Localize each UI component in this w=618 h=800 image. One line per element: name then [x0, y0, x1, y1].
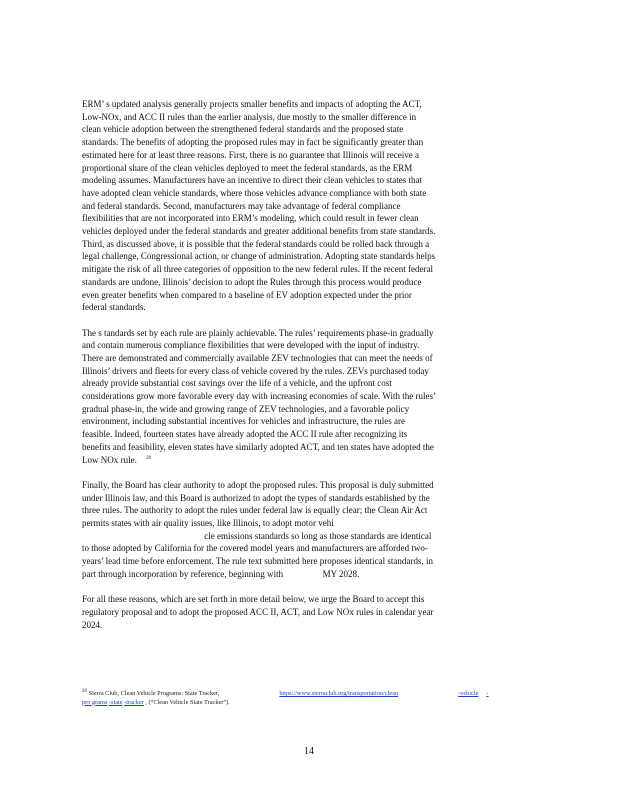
paragraph-erm-analysis: ERM’ s updated analysis generally projects smaller benefits and impacts of adopting the ACT, Low-NOx, and ACC II rules than the earlier analysis, due mostly to the smaller difference in clean vehicle adoption between the strengthened federal standards and the proposed state standards. The benefits of adopting the proposed rules may in fact be significantly greater than estimated here for at least three reasons. First, there is no guarantee that Illinois will receive a proportional share of the clean vehicles deployed to meet the federal standards, as the ERM modeling assumes. Manufacturers have an incentive to direct their clean vehicles to states that have adopted clean vehicle standards, where those vehicles advance compliance with both state and federal standards. Second, manufacturers may take advantage of federal compliance flexibilities that are not incorporated into ERM’s modeling, which could result in fewer clean vehicles deployed under the federal standards and greater additional benefits from state standards. Third, as discussed above, it is possible that the federal standards could be rolled back through a legal challenge, Congressional action, or change of administration. Adopting state standards helps mitigate the risk of all three categories of opposition to the new federal rules. If the recent federal standards are undone, Illinois’ decision to adopt the Rules through this process would produce even greater benefits when compared to a baseline of EV adoption expected under the prior federal standards.: [82, 99, 436, 314]
footnote-link-part[interactable]: -state: [108, 698, 123, 706]
footnote-reference[interactable]: 20: [146, 455, 151, 461]
footnote-suffix: , (“Clean Vehicle State Tracker”).: [145, 698, 230, 706]
paragraph-authority-continued: emissions standards so long as those standards are identical to those adopted by California for the covered model years and manufacturers are afforded two-years’ lead time before enforcement. The rule text submitted here proposes identical standards, in part through incorporation by reference, beginning with: [82, 530, 434, 580]
page-number: 14: [304, 746, 314, 757]
paragraph-achievable-standards: [82, 328, 435, 468]
footnote-link-part[interactable]: pro grams: [82, 698, 108, 706]
paragraph-achievable-text: The s tandards set by each rule are plainly achievable. The rules’ requirements phase-in gradually and contain numerous compliance flexibilities that were developed with the input of industry. There are demonstrated and commercially available ZEV technologies that can meet the needs of Illinois’ drivers and fleets for every class of vehicle covered by the rules. ZEVs purchased today already provide substantial cost savings over the life of a vehicle, and the upfront cost considerations grow more favorable every day with increasing economies of scale. With the rules’ gradual phase-in, the wide and growing range of ZEV technologies, and a favorable policy environment, including substantial incentives for vehicles and infrastructure, the rules are feasible. Indeed, fourteen states have already adopted the ACC II rule after recognizing its benefits and feasibility, eleven states have similarly adopted ACT, and ten states have adopted the Low NOx rule.: [82, 327, 436, 466]
paragraph-authority-fragment: cle: [204, 530, 215, 542]
footnote-link[interactable]: https://www.sierraclub.org/transportation/clean: [279, 690, 399, 698]
footnote-text: Sierra Club, Clean Vehicle Programs: State Tracker,: [88, 690, 220, 698]
paragraph-authority-text: Finally, the Board has clear authority to adopt the proposed rules. This proposal is duly submitted under Illinois law, and this Board is authorized to adopt the types of standards established by the three rules. The authority to adopt the rules under federal law is equally clear; the Clean Air Act permits states with air quality issues, like Illinois, to adopt motor vehi: [82, 479, 434, 529]
footnote-link-part[interactable]: -vehicle: [458, 690, 479, 698]
body-text: [82, 99, 435, 645]
paragraph-authority-model-year: MY 2028.: [322, 568, 360, 580]
footnote-link-part[interactable]: -tracker: [124, 698, 144, 706]
footnote-link-part[interactable]: -: [486, 690, 489, 698]
footnote-number: 20: [82, 689, 87, 694]
paragraph-conclusion: For all these reasons, which are set forth in more detail below, we urge the Board to accept this regulatory proposal and to adopt the proposed ACC II, ACT, and Low NOx rules in calendar year 2024.: [82, 594, 434, 631]
paragraph-board-authority: [82, 480, 435, 582]
footnote: [82, 688, 522, 707]
